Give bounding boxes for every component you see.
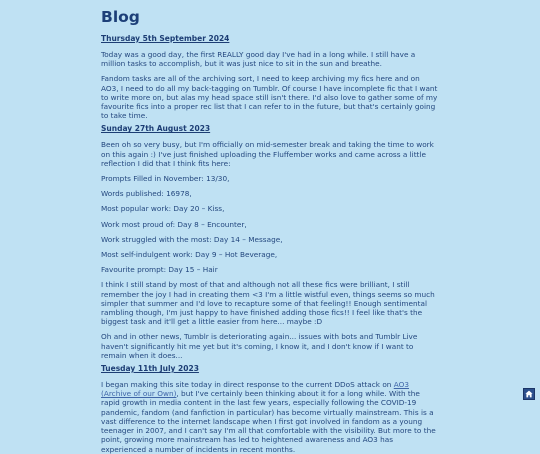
home-icon	[525, 390, 533, 398]
entry-stat: Words published: 16978,	[101, 189, 192, 199]
entry-date: Tuesday 11th July 2023	[101, 364, 199, 374]
entry-paragraph: Been oh so very busy, but I'm officially on mid-semester break and taking the time to work on this again :) I've just finished uploading the Fluffember works and came across a little reflection I did that I think fits here:	[101, 140, 434, 168]
page-title: Blog	[101, 8, 140, 26]
entry-stat: Work struggled with the most: Day 14 – Message,	[101, 234, 283, 244]
entry-lead-text: I began making this site today in direct response to the current DDoS attack on	[101, 380, 394, 390]
entry-date: Thursday 5th September 2024	[101, 34, 230, 43]
ao3-link[interactable]: AO3 (Archive of our Own)	[101, 380, 409, 399]
entry-stat: Most self-indulgent work: Day 9 – Hot Beverage,	[101, 250, 278, 260]
entry-tail-text: , but I've certainly been thinking about it for a long while. With the rapid growth in media content in the last few years, especially following the COVID-19 pandemic, fandom (and fanfiction in particular) has become virtually mainstream. This is a vast difference to the internet landscape when I first got involved in fandom as a young teenager in 2007, and I can't say I'm all that comfortable with the visibility. But more to the point, growing more mainstream has led to heightened awareness and AO3 has experienced a number of incidents in recent months.	[101, 389, 436, 454]
entry-stat: Prompts Filled in November: 13/30,	[101, 174, 230, 184]
home-button[interactable]	[523, 388, 535, 400]
blog-content	[101, 4, 438, 454]
blog-entry	[101, 34, 438, 120]
entry-paragraph: Oh and in other news, Tumblr is deteriorating again... issues with bots and Tumblr Live haven't significantly hit me yet but it's coming, I know it, and I don't know if I want to remain when it does...	[101, 332, 418, 360]
blog-entry	[101, 124, 438, 360]
entry-paragraph: I think I still stand by most of that and although not all these fics were brilliant, I still remember the joy I had in creating them <3 I'm a little wistful even, things seems so much simpler that summer and I'd love to recapture some of that feeling!! Enough sentimental rambling though, I'm just happy to have finished adding those fics!! I feel like that's the biggest task and it'll get a little easier from here... maybe :D	[101, 280, 435, 327]
entry-date: Sunday 27th August 2023	[101, 124, 211, 134]
entry-stat: Favourite prompt: Day 15 – Hair	[101, 265, 218, 275]
entry-stat: Most popular work: Day 20 – Kiss,	[101, 204, 225, 214]
entry-paragraph	[101, 380, 438, 454]
entry-paragraph: Today was a good day, the first REALLY good day I've had in a long while. I still have a million tasks to accomplish, but it was just nice to sit in the sun and breathe.	[101, 50, 416, 69]
entry-paragraph: Fandom tasks are all of the archiving sort, I need to keep archiving my fics here and on AO3, I need to do all my back-tagging on Tumblr. Of course I have incomplete fic that I want to write more on, but alas my head space still isn't there. I'd also love to gather some of my favourite fics into a proper rec list that I can refer to in the future, but that's certainly going to take time.	[101, 74, 438, 121]
entry-stat: Work most proud of: Day 8 – Encounter,	[101, 219, 247, 229]
blog-entry	[101, 364, 438, 454]
